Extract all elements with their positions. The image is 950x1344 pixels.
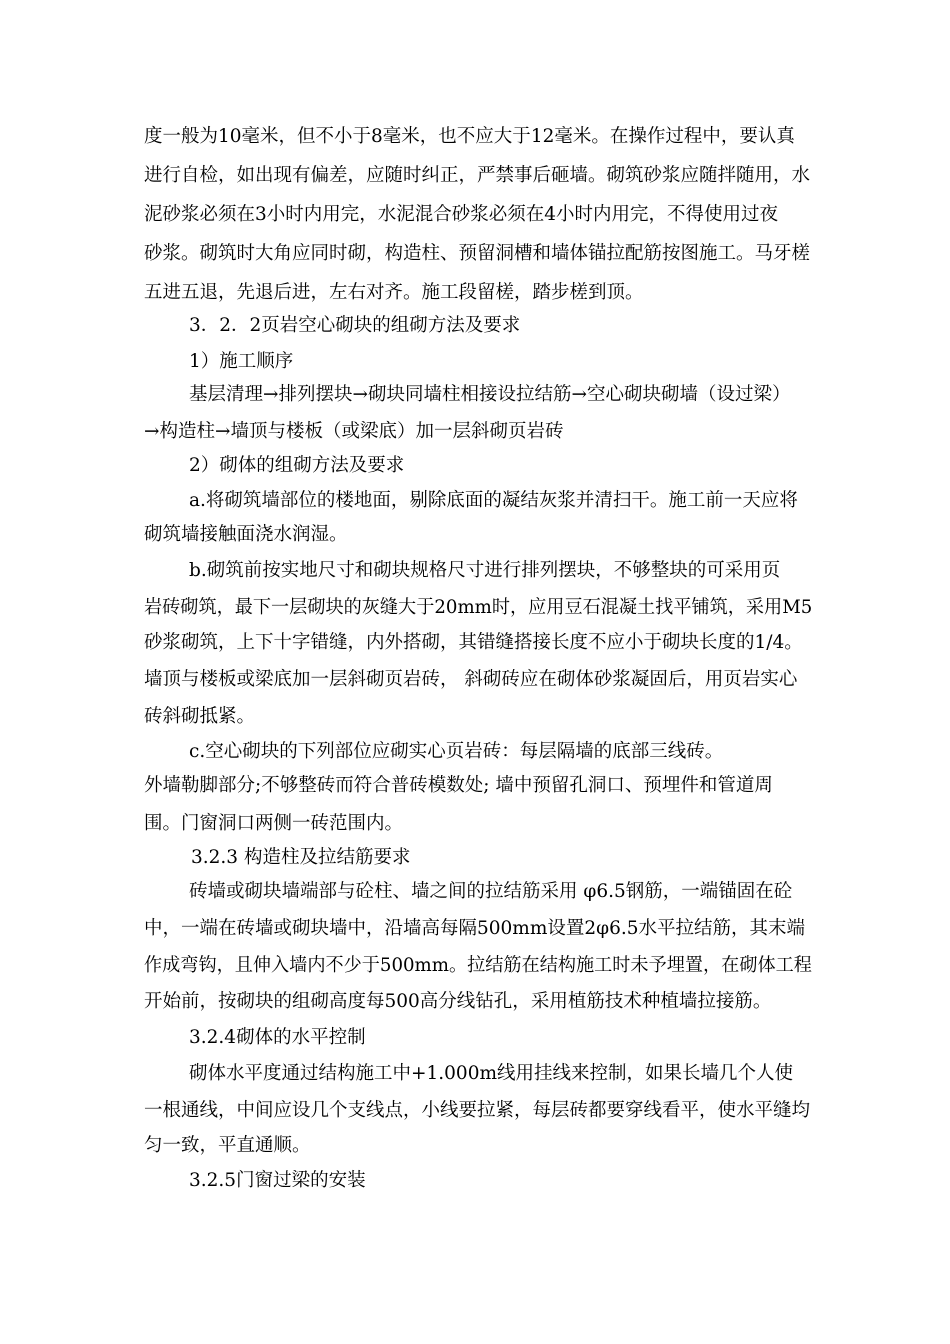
text-line-1: 度一般为10毫米，但不小于8毫米，也不应大于12毫米。在操作过程中，要认真 [144, 126, 795, 147]
text-line-29: 匀一致，平直通顺。 [144, 1135, 311, 1156]
subheading-masonry-method: 2）砌体的组砌方法及要求 [189, 455, 405, 476]
text-line-13: b.砌筑前按实地尺寸和砌块规格尺寸进行排列摆块，不够整块的可采用页 [189, 560, 781, 581]
text-line-27: 砌体水平度通过结构施工中+1.000m线用挂线来控制，如果长墙几个人使 [189, 1063, 794, 1084]
text-line-14: 岩砖砌筑，最下一层砌块的灰缝大于20mm时，应用豆石混凝土找平铺筑，采用M5 [144, 597, 813, 618]
text-line-4: 砂浆。砌筑时大角应同时砌，构造柱、预留洞槽和墙体锚拉配筋按图施工。马牙槎 [144, 243, 811, 264]
text-line-19: 外墙勒脚部分;不够整砖而符合普砖模数处; 墙中预留孔洞口、预埋件和管道周 [144, 775, 773, 796]
subheading-construction-sequence: 1）施工顺序 [189, 351, 294, 372]
text-line-5: 五进五退，先退后进，左右对齐。施工段留槎，踏步槎到顶。 [144, 282, 644, 303]
text-line-3: 泥砂浆必须在3小时内用完，水泥混合砂浆必须在4小时内用完，不得使用过夜 [144, 204, 779, 225]
text-line-20: 围。门窗洞口两侧一砖范围内。 [144, 813, 404, 834]
section-heading-3-2-4: 3.2.4砌体的水平控制 [189, 1027, 366, 1048]
text-line-15: 砂浆砌筑，上下十字错缝，内外搭砌，其错缝搭接长度不应小于砌块长度的1/4。 [144, 632, 803, 653]
text-line-28: 一根通线，中间应设几个支线点，小线要拉紧，每层砖都要穿线看平，使水平缝均 [144, 1100, 811, 1121]
text-line-11: a.将砌筑墙部位的楼地面，剔除底面的凝结灰浆并清扫干。施工前一天应将 [189, 490, 798, 511]
section-heading-3-2-5: 3.2.5门窗过梁的安装 [189, 1170, 366, 1191]
text-line-23: 中，一端在砖墙或砌块墙中，沿墙高每隔500mm设置2φ6.5水平拉结筋，其末端 [144, 918, 806, 939]
text-line-8: 基层清理→排列摆块→砌块同墙柱相接设拉结筋→空心砌块砌墙（设过梁） [189, 384, 791, 405]
text-line-12: 砌筑墙接触面浇水润湿。 [144, 524, 348, 545]
text-line-9: →构造柱→墙顶与楼板（或梁底）加一层斜砌页岩砖 [144, 421, 564, 442]
text-line-22: 砖墙或砌块墙端部与砼柱、墙之间的拉结筋采用 φ6.5钢筋，一端锚固在砼 [189, 881, 793, 902]
text-line-25: 开始前，按砌块的组砌高度每500高分线钻孔，采用植筋技术种植墙拉接筋。 [144, 991, 772, 1012]
text-line-18: c.空心砌块的下列部位应砌实心页岩砖：每层隔墙的底部三线砖。 [189, 741, 724, 762]
section-heading-3-2-3: 3.2.3 构造柱及拉结筋要求 [191, 847, 411, 868]
text-line-24: 作成弯钩，且伸入墙内不少于500mm。拉结筋在结构施工时未予埋置，在砌体工程 [144, 955, 812, 976]
text-line-17: 砖斜砌抵紧。 [144, 706, 256, 727]
section-heading-3-2-2: 3．2．2页岩空心砌块的组砌方法及要求 [189, 315, 521, 336]
text-line-2: 进行自检，如出现有偏差，应随时纠正，严禁事后砸墙。砌筑砂浆应随拌随用，水 [144, 165, 811, 186]
text-line-16: 墙顶与楼板或梁底加一层斜砌页岩砖， 斜砌砖应在砌体砂浆凝固后，用页岩实心 [144, 669, 798, 690]
